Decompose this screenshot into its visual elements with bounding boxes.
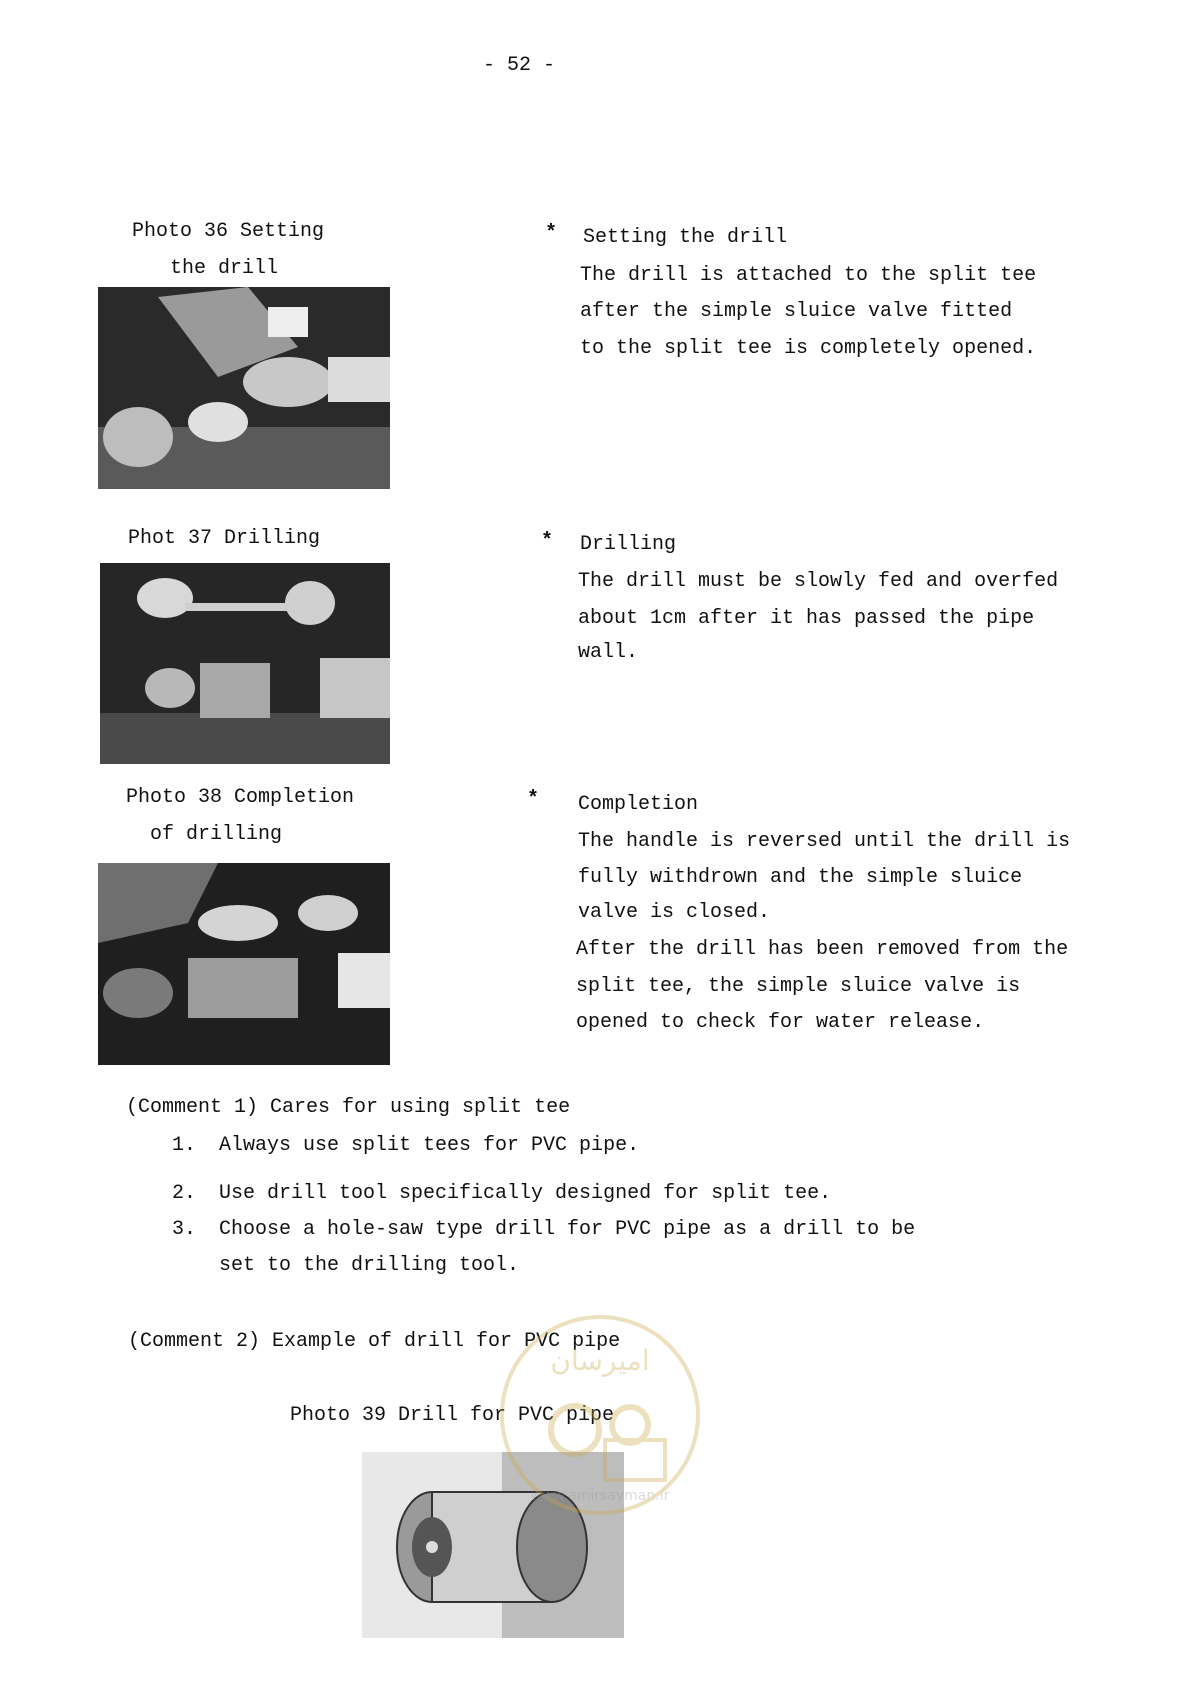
paragraph-line: fully withdrown and the simple sluice [578, 866, 1023, 889]
comment1-title: (Comment 1) Cares for using split tee [126, 1096, 571, 1119]
bullet-star: * [545, 222, 558, 245]
list-item-continued: set to the drilling tool. [219, 1254, 520, 1277]
watermark-text-top: امیرسان [550, 1344, 650, 1377]
list-item: Choose a hole-saw type drill for PVC pipe as a drill to be [219, 1218, 916, 1241]
paragraph-line: wall. [578, 641, 639, 664]
paragraph-line: valve is closed. [578, 901, 771, 924]
photo-caption-line: the drill [170, 257, 279, 280]
paragraph-line: opened to check for water release. [576, 1011, 985, 1034]
paragraph-line: split tee, the simple sluice valve is [576, 975, 1021, 998]
photo-image [98, 863, 390, 1065]
bullet-star: * [527, 788, 540, 811]
paragraph-line: The drill must be slowly fed and overfed [578, 570, 1059, 593]
list-item: Always use split tees for PVC pipe. [219, 1134, 640, 1157]
photo-image [100, 563, 390, 764]
page-number: - 52 - [483, 54, 556, 77]
photo-caption-line: Photo 38 Completion [126, 786, 355, 809]
paragraph-line: after the simple sluice valve fitted [580, 300, 1013, 323]
bullet-star: * [541, 530, 554, 553]
watermark-logo [495, 1310, 705, 1520]
section-heading: Drilling [580, 533, 677, 556]
section-heading: Setting the drill [583, 226, 788, 249]
list-item: Use drill tool specifically designed for split tee. [219, 1182, 832, 1205]
photo-drilling [100, 563, 390, 764]
comment2-title: (Comment 2) Example of drill for PVC pipe [128, 1330, 621, 1353]
watermark-seal-icon [495, 1310, 705, 1520]
photo-caption-line: Phot 37 Drilling [128, 527, 321, 550]
list-number: 2. [172, 1182, 197, 1205]
photo-caption-line: of drilling [150, 823, 283, 846]
paragraph-line: The handle is reversed until the drill is [578, 830, 1071, 853]
photo-caption: Photo 39 Drill for PVC pipe [290, 1404, 615, 1427]
paragraph-line: After the drill has been removed from the [576, 938, 1069, 961]
watermark-url: www.amirsayman.ir [530, 1488, 670, 1504]
paragraph-line: about 1cm after it has passed the pipe [578, 607, 1035, 630]
paragraph-line: The drill is attached to the split tee [580, 264, 1037, 287]
photo-setting-drill [98, 287, 390, 489]
list-number: 1. [172, 1134, 197, 1157]
section-heading: Completion [578, 793, 699, 816]
paragraph-line: to the split tee is completely opened. [580, 337, 1037, 360]
photo-completion [98, 863, 390, 1065]
photo-image [98, 287, 390, 489]
photo-caption-line: Photo 36 Setting [132, 220, 325, 243]
list-number: 3. [172, 1218, 197, 1241]
